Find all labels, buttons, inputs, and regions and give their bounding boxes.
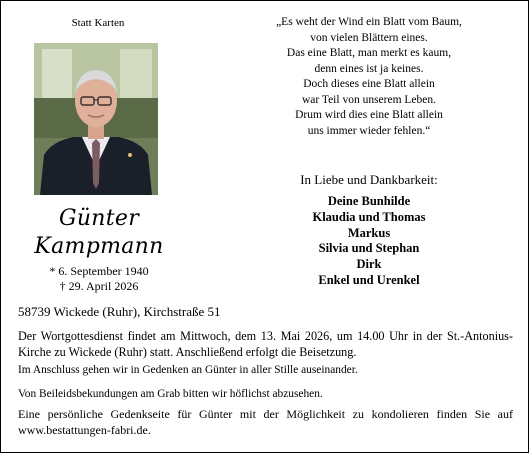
service-details: Der Wortgottesdienst findet am Mittwoch, dem 13. Mai 2026, um 14.00 Uhr in der St.-Antonius-Kirche zu Wickede (Ruhr) statt. Anschließend erfolgt die Beisetzung. [18, 329, 513, 359]
header-statt-karten: Statt Karten [71, 17, 125, 29]
poem-line: Doch dieses eine Blatt allein [303, 78, 435, 90]
condolence-note: Von Beileidsbekundungen am Grab bitten wir höflichst abzusehen. [18, 388, 323, 400]
mourners-list [229, 194, 509, 289]
portrait-illustration [34, 43, 158, 195]
last-name: Kampmann [34, 234, 164, 259]
poem [229, 15, 509, 139]
farewell-note: Im Anschluss gehen wir in Gedenken an Günter in aller Stille auseinander. [18, 364, 358, 376]
poem-line: „Es weht der Wind ein Blatt vom Baum, [276, 16, 462, 28]
poem-line: war Teil von unserem Leben. [301, 93, 437, 106]
mourner-name: Silvia und Stephan [318, 241, 420, 256]
address: 58739 Wickede (Ruhr), Kirchstraße 51 [18, 304, 221, 319]
poem-line: Drum wird dies eine Blatt allein [295, 109, 443, 121]
mourner-name: Deine Bunhilde [327, 194, 411, 208]
first-name: Günter [58, 206, 140, 231]
life-dates [1, 264, 197, 294]
mourner-name: Enkel und Urenkel [318, 272, 420, 287]
poem-line: denn eines ist ja keines. [314, 62, 424, 75]
poem-line: Das eine Blatt, man merkt es kaum, [286, 47, 452, 59]
death-date: † 29. April 2026 [59, 279, 139, 293]
poem-line: von vielen Blättern eines. [310, 31, 428, 44]
memorial-page-note: Eine persönliche Gedenkseite für Günter mit der Möglichkeit zu kondolieren finden Sie auf www.bestattungen-fabri.de. [18, 407, 513, 437]
portrait-photo [34, 43, 158, 195]
mourners-heading: In Liebe und Dankbarkeit: [300, 172, 438, 187]
birth-date: * 6. September 1940 [49, 264, 149, 278]
mourner-name: Dirk [356, 257, 382, 272]
mourner-name: Klaudia und Thomas [312, 209, 426, 224]
poem-line: uns immer wieder fehlen.“ [307, 124, 431, 137]
mourner-name: Markus [347, 225, 391, 240]
